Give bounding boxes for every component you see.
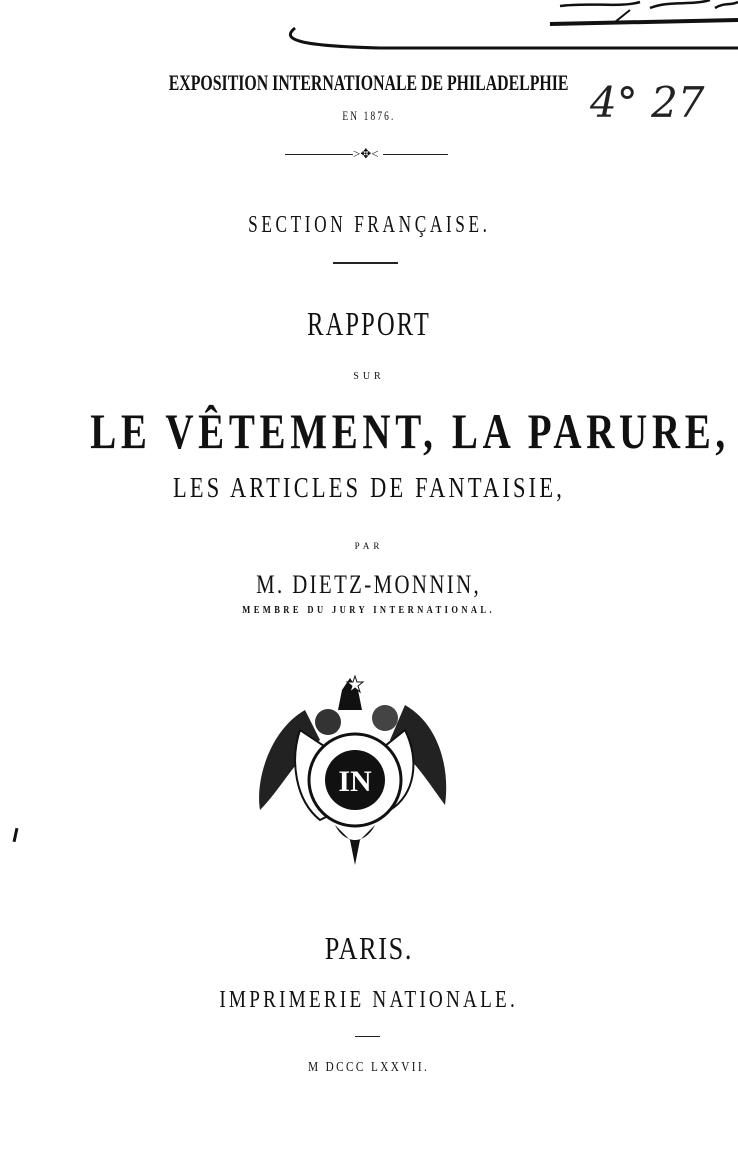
emblem-monogram: IN (338, 765, 372, 798)
ornament-icon: >✥< (353, 146, 379, 161)
section-heading (0, 212, 738, 239)
handwritten-shelfmark: 4° 27 (590, 78, 705, 127)
par-line (0, 541, 738, 551)
signature-flourish (260, 0, 738, 60)
author-line (0, 570, 738, 600)
imprint-city (0, 930, 738, 967)
author-name: M. DIETZ-MONNIN, (256, 570, 482, 599)
imprimerie-nationale-emblem (250, 670, 460, 870)
year-line (0, 108, 738, 124)
imprint-printer (0, 987, 738, 1014)
year-text: EN 1876. (342, 108, 396, 123)
stray-mark (13, 828, 19, 842)
exposition-heading (0, 70, 738, 96)
rapport-text: RAPPORT (307, 306, 431, 343)
author-role: MEMBRE DU JURY INTERNATIONAL. (242, 605, 496, 616)
printer-text: IMPRIMERIE NATIONALE. (219, 987, 519, 1013)
sur-line (0, 371, 738, 382)
main-title-text: LE VÊTEMENT, LA PARURE, (90, 403, 730, 459)
main-title (0, 402, 738, 460)
subtitle (0, 473, 738, 505)
par-text: PAR (354, 541, 384, 551)
city-text: PARIS. (324, 930, 414, 966)
divider (333, 262, 398, 264)
author-role-line (0, 605, 738, 616)
sur-text: SUR (353, 371, 385, 382)
rapport-heading (0, 306, 738, 344)
date-text: M DCCC LXXVII. (308, 1060, 430, 1075)
emblem-pendant (335, 825, 375, 865)
subtitle-text: LES ARTICLES DE FANTAISIE, (173, 473, 565, 504)
exposition-text: EXPOSITION INTERNATIONALE DE PHILADELPHIE (169, 70, 569, 95)
section-text: SECTION FRANÇAISE. (247, 212, 491, 238)
imprint-divider (355, 1036, 380, 1037)
imprint-date (0, 1060, 738, 1076)
